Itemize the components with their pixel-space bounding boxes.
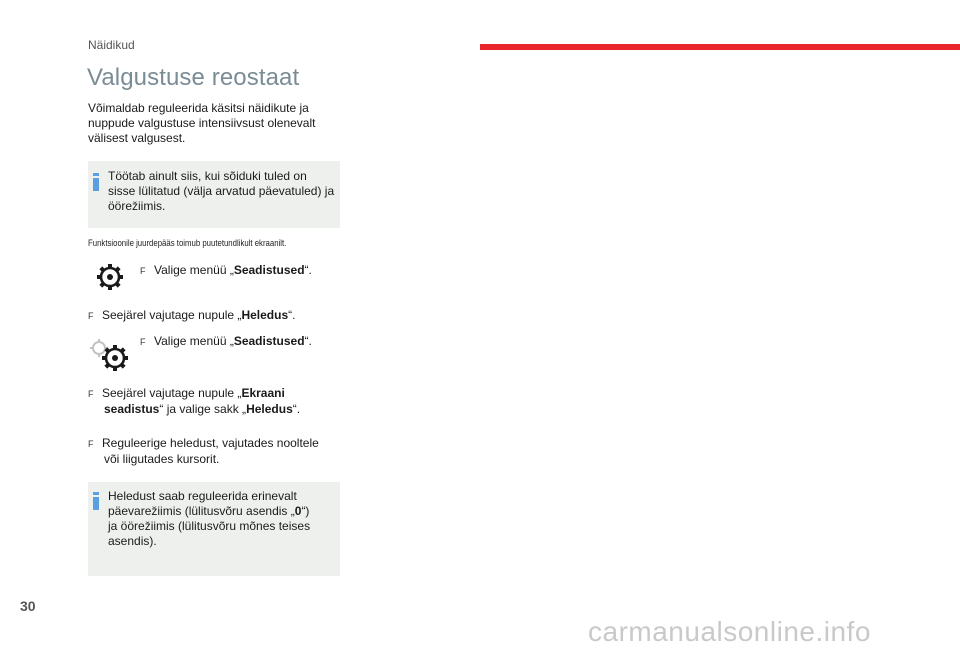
info-box-text: Töötab ainult siis, kui sõiduki tuled on sisse lülitatud (välja arvatud päevatuled) ja öörežiimis.: [108, 169, 335, 213]
bullet-arrow-icon: F: [88, 439, 94, 449]
watermark: carmanualsonline.info: [588, 616, 871, 647]
step-adjust-brightness: F Reguleerige heledust, vajutades nooltele või liigutades kursorit.: [88, 436, 319, 466]
bullet-arrow-icon: F: [140, 337, 146, 347]
info-box-modes: [88, 482, 340, 576]
bullet-arrow-icon: F: [140, 266, 146, 276]
step-screen-settings: F Seejärel vajutage nupule „Ekraani seadistus“ ja valige sakk „Heledus“.: [88, 386, 301, 416]
info-icon: [93, 173, 99, 191]
section-label: Näidikud: [88, 38, 135, 52]
page-number: 30: [20, 598, 36, 614]
bullet-arrow-icon: F: [88, 389, 94, 399]
info-box-lights: [88, 161, 340, 228]
info-icon: [93, 492, 99, 510]
page-title: Valgustuse reostaat: [87, 64, 300, 91]
step-press-brightness: F Seejärel vajutage nupule „Heledus“.: [88, 308, 296, 322]
access-note: Funktsioonile juurdepääs toimub puutetundlikult ekraanilt.: [88, 238, 287, 249]
header-accent-bar: [480, 44, 960, 50]
step-select-settings-alt: F Valige menüü „Seadistused“.: [140, 334, 312, 348]
step-select-settings: F Valige menüü „Seadistused“.: [140, 263, 312, 277]
intro-paragraph: Võimaldab reguleerida käsitsi näidikute ja nuppude valgustuse intensiivsust olenevalt välisest valgusest.: [88, 101, 316, 145]
settings-gear-pair-icon: [88, 336, 130, 372]
bullet-arrow-icon: F: [88, 311, 94, 321]
info-box-text: Heledust saab reguleerida erinevalt päevarežiimis (lülitusvõru asendis „0“) ja öörežiimis (lülitusvõru mõnes teises asendis).: [108, 489, 311, 548]
settings-gear-icon: [95, 262, 125, 292]
